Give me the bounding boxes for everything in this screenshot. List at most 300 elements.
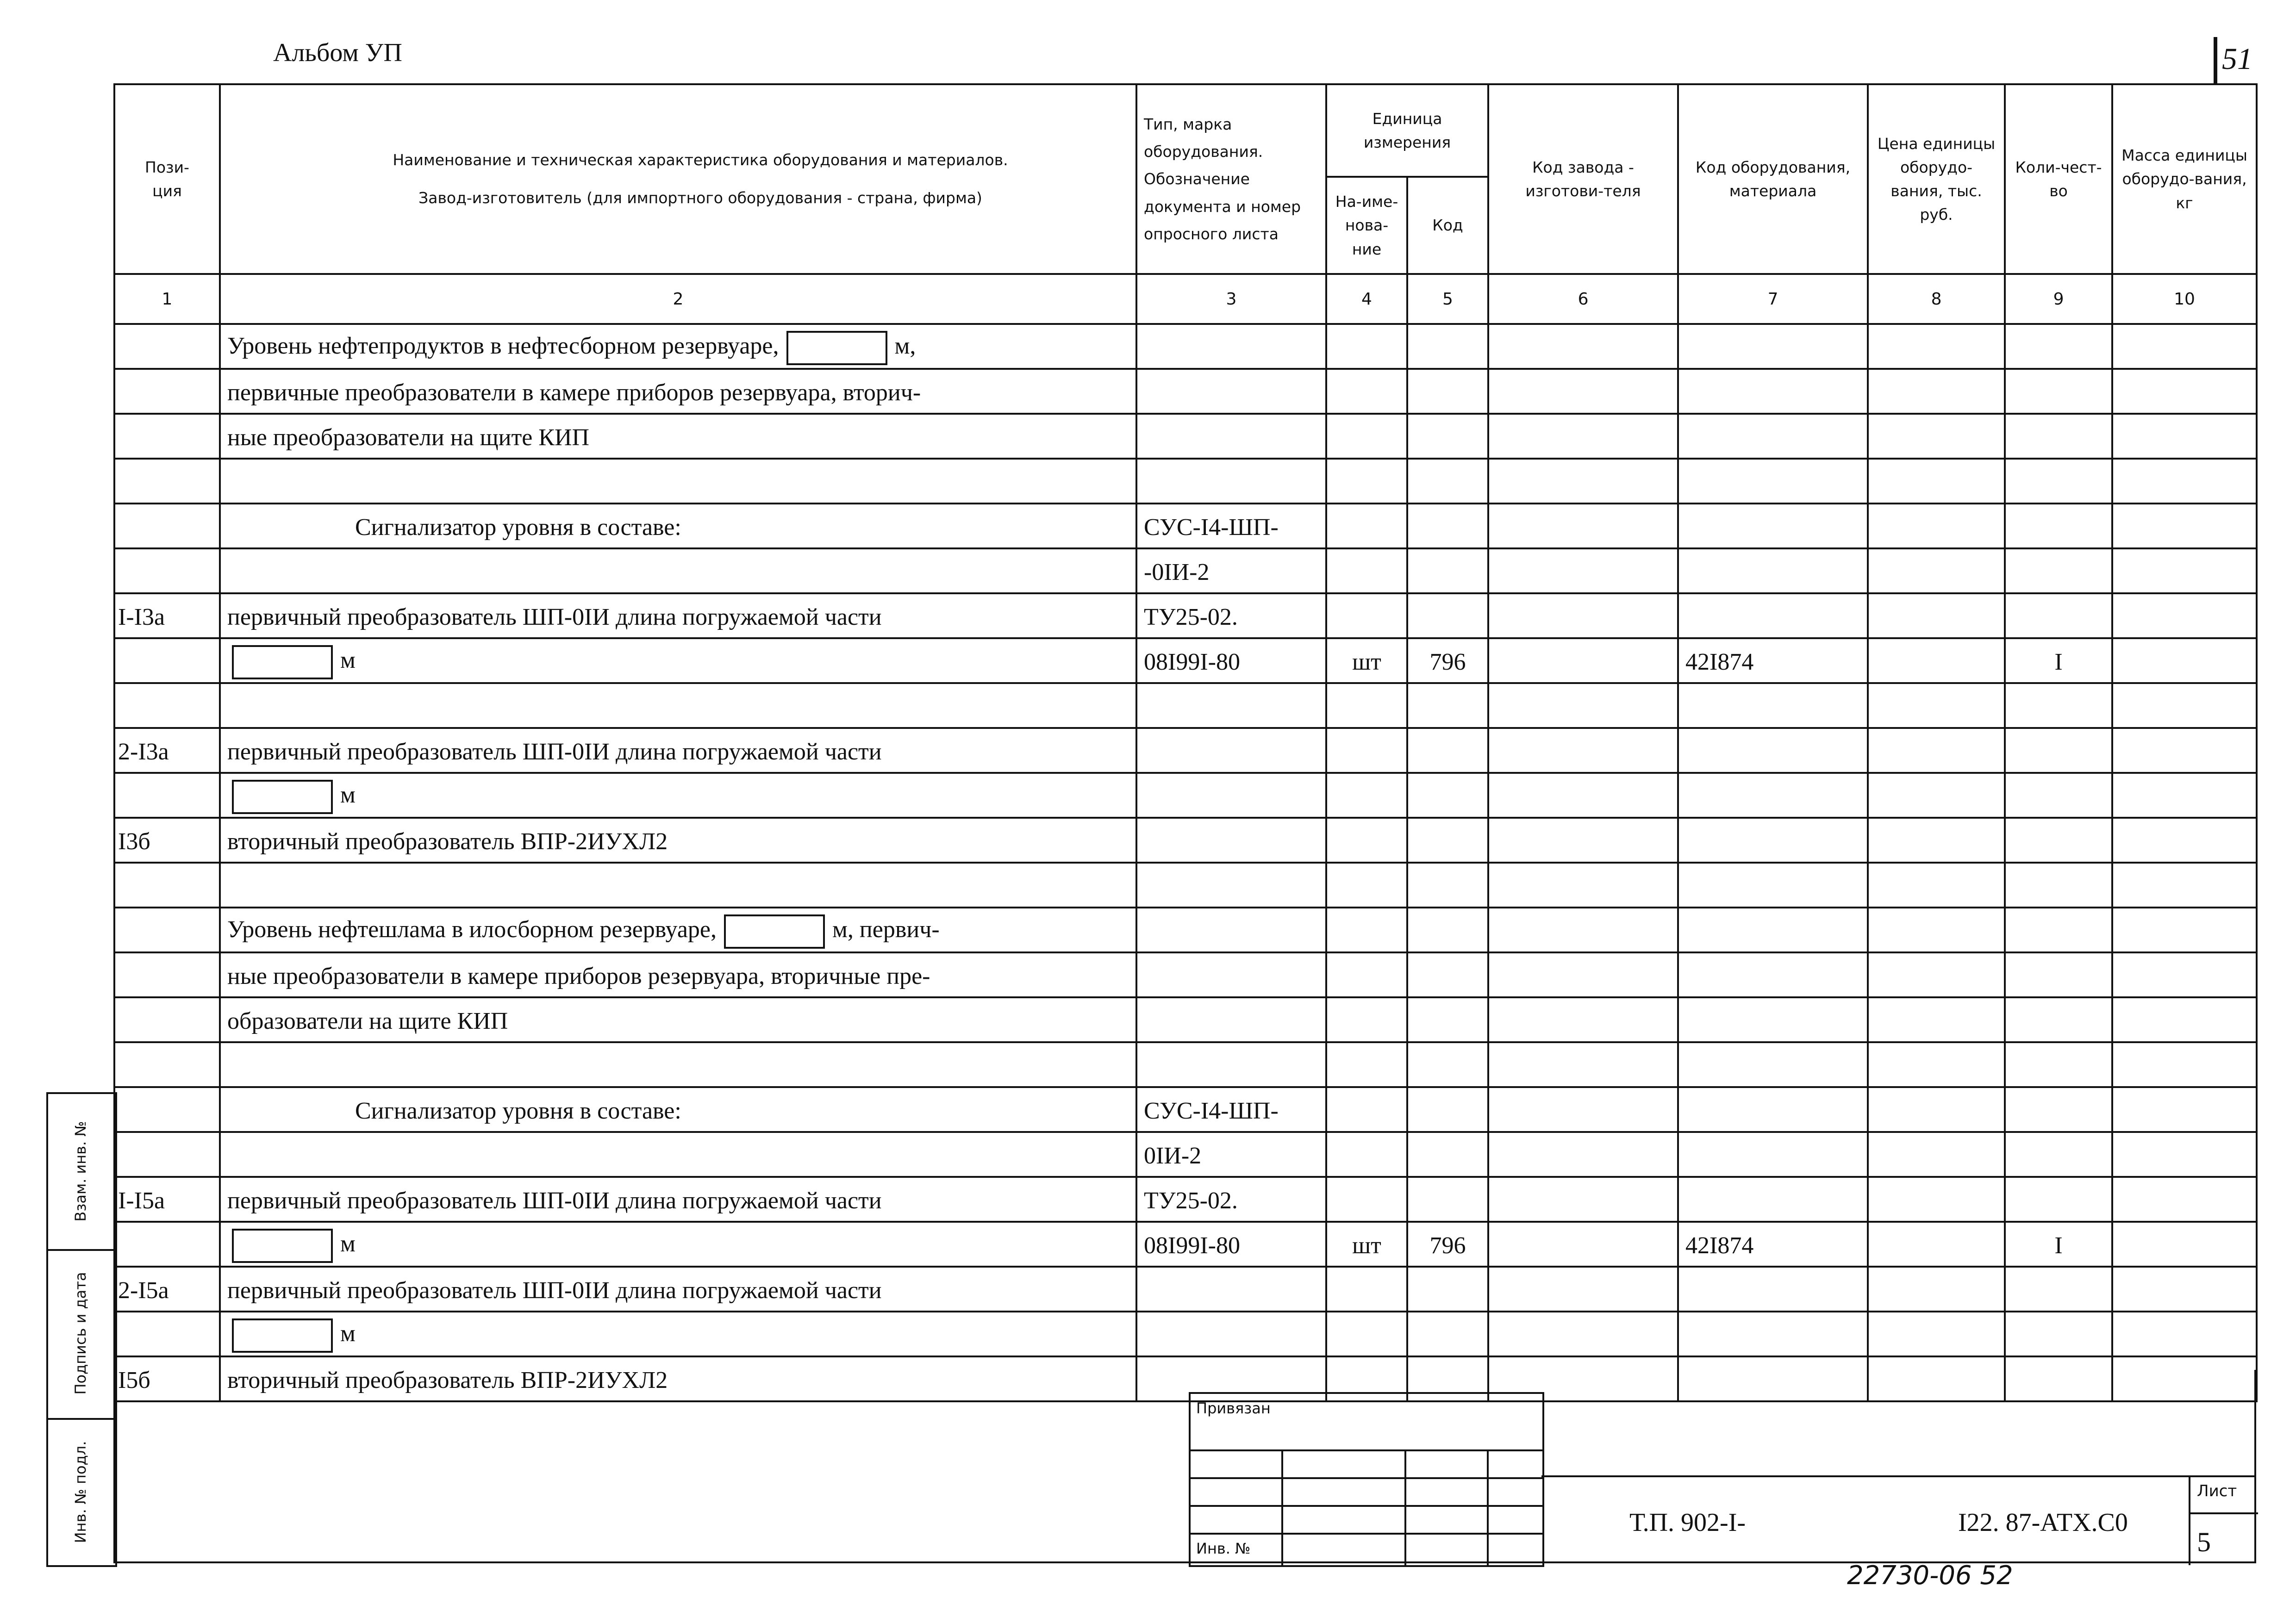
cell-mass: [2112, 952, 2257, 997]
cell-price: [1868, 952, 2005, 997]
cell-name: вторичный преобразователь ВПР-2ИУХЛ2: [220, 1356, 1136, 1401]
cell-unit: [1326, 548, 1407, 593]
cell-eq: [1678, 818, 1868, 863]
cell-pos: [114, 908, 220, 952]
cell-price: [1868, 1312, 2005, 1356]
cell-unit: [1326, 728, 1407, 773]
stamp-signature-date: Подпись и дата: [72, 1272, 89, 1395]
cell-pos: [114, 459, 220, 504]
cell-pos: [114, 683, 220, 728]
cell-type: [1136, 1042, 1326, 1087]
blank-value-box: [724, 914, 825, 949]
bound-inv-label: Инв. №: [1196, 1540, 1251, 1557]
cell-plant: [1488, 908, 1678, 952]
cell-name: ные преобразователи на щите КИП: [220, 414, 1136, 459]
row-text-unit: м: [340, 647, 356, 673]
cell-qty: [2005, 1042, 2112, 1087]
col-number: 6: [1488, 274, 1678, 324]
cell-unit: [1326, 414, 1407, 459]
table-row: [114, 324, 2257, 369]
col-header-price: Цена единицы оборудо-вания, тыс. руб.: [1868, 84, 2005, 274]
cell-code: [1407, 1132, 1488, 1177]
cell-name: первичный преобразователь ШП-0IИ длина погружаемой части: [220, 593, 1136, 638]
title-doc-number: Т.П. 902-I-: [1629, 1508, 1746, 1537]
cell-type: [1136, 459, 1326, 504]
cell-qty: [2005, 683, 2112, 728]
cell-qty: [2005, 818, 2112, 863]
cell-unit: [1326, 1087, 1407, 1132]
cell-code: [1407, 1177, 1488, 1222]
table-row: [114, 638, 2257, 683]
cell-unit: [1326, 459, 1407, 504]
table-row: [114, 997, 2257, 1042]
cell-name: вторичный преобразователь ВПР-2ИУХЛ2: [220, 818, 1136, 863]
row-text-unit: м: [340, 1230, 356, 1257]
cell-code: [1407, 1267, 1488, 1312]
cell-name: первичный преобразователь ШП-0IИ длина погружаемой части: [220, 1177, 1136, 1222]
cell-name: ные преобразователи в камере приборов резервуара, вторичные пре-: [220, 952, 1136, 997]
col-number: 5: [1407, 274, 1488, 324]
blank-value-box: [232, 645, 333, 679]
cell-type: [1136, 908, 1326, 952]
cell-unit: [1326, 952, 1407, 997]
cell-qty: [2005, 459, 2112, 504]
cell-eq: [1678, 683, 1868, 728]
cell-mass: [2112, 863, 2257, 908]
cell-name: первичные преобразователи в камере приборов резервуара, вторич-: [220, 369, 1136, 414]
cell-mass: [2112, 997, 2257, 1042]
cell-mass: [2112, 414, 2257, 459]
cell-plant: [1488, 1132, 1678, 1177]
cell-type: [1136, 997, 1326, 1042]
table-row: [114, 548, 2257, 593]
cell-qty: [2005, 1312, 2112, 1356]
cell-eq: [1678, 504, 1868, 548]
cell-unit: [1326, 324, 1407, 369]
cell-plant: [1488, 459, 1678, 504]
cell-qty: [2005, 997, 2112, 1042]
cell-pos: [114, 1132, 220, 1177]
table-row: [114, 908, 2257, 952]
cell-unit: [1326, 1267, 1407, 1312]
cell-name: образователи на щите КИП: [220, 997, 1136, 1042]
cell-pos: [114, 369, 220, 414]
cell-mass: [2112, 504, 2257, 548]
cell-pos: 2-I3а: [114, 728, 220, 773]
cell-plant: [1488, 1267, 1678, 1312]
cell-unit: [1326, 1042, 1407, 1087]
table-row: [114, 818, 2257, 863]
table-row: [114, 863, 2257, 908]
cell-pos: [114, 952, 220, 997]
cell-name: первичный преобразователь ШП-0IИ длина погружаемой части: [220, 728, 1136, 773]
table-row: [114, 773, 2257, 818]
cell-name: [220, 683, 1136, 728]
cell-pos: I5б: [114, 1356, 220, 1401]
col-header-unit-group: Единица измерения: [1326, 84, 1488, 177]
cell-eq: [1678, 728, 1868, 773]
cell-qty: [2005, 548, 2112, 593]
cell-unit: шт: [1326, 1222, 1407, 1267]
column-numbers-row: [114, 274, 2257, 324]
cell-eq: [1678, 369, 1868, 414]
cell-plant: [1488, 638, 1678, 683]
stamp-inv-original: Инв. № подл.: [72, 1441, 89, 1543]
cell-price: [1868, 728, 2005, 773]
cell-plant: [1488, 1087, 1678, 1132]
cell-unit: [1326, 863, 1407, 908]
table-row: [114, 593, 2257, 638]
cell-code: 796: [1407, 1222, 1488, 1267]
corner-divider: [2214, 37, 2217, 83]
cell-qty: [2005, 1267, 2112, 1312]
cell-plant: [1488, 728, 1678, 773]
cell-pos: [114, 1042, 220, 1087]
col-number: 10: [2112, 274, 2257, 324]
cell-plant: [1488, 997, 1678, 1042]
cell-pos: [114, 773, 220, 818]
cell-code: [1407, 1087, 1488, 1132]
col-number: 9: [2005, 274, 2112, 324]
col-number: 7: [1678, 274, 1868, 324]
cell-type: [1136, 683, 1326, 728]
cell-qty: [2005, 369, 2112, 414]
cell-mass: [2112, 773, 2257, 818]
cell-unit: шт: [1326, 638, 1407, 683]
cell-name: [220, 638, 1136, 683]
cell-type: 0IИ-2: [1136, 1132, 1326, 1177]
cell-unit: [1326, 683, 1407, 728]
cell-type: [1136, 952, 1326, 997]
col-number: 2: [220, 274, 1136, 324]
cell-price: [1868, 997, 2005, 1042]
cell-eq: [1678, 414, 1868, 459]
cell-name: [220, 1222, 1136, 1267]
cell-qty: [2005, 908, 2112, 952]
cell-price: [1868, 1222, 2005, 1267]
cell-eq: [1678, 1267, 1868, 1312]
cell-price: [1868, 1177, 2005, 1222]
cell-qty: [2005, 1087, 2112, 1132]
cell-name: [220, 1312, 1136, 1356]
cell-type: ТУ25-02.: [1136, 1177, 1326, 1222]
table-row: [114, 683, 2257, 728]
cell-plant: [1488, 683, 1678, 728]
table-row: [114, 414, 2257, 459]
cell-eq: [1678, 324, 1868, 369]
table-row: [114, 1222, 2257, 1267]
col-header-position: Пози- ция: [114, 84, 220, 274]
bound-block: [1189, 1392, 1544, 1567]
specification-table: [113, 83, 2258, 1402]
blank-value-box: [786, 331, 887, 365]
cell-pos: [114, 548, 220, 593]
table-row: [114, 459, 2257, 504]
cell-mass: [2112, 1222, 2257, 1267]
stamp-vzam-inv: Взам. инв. №: [72, 1121, 89, 1222]
cell-price: [1868, 593, 2005, 638]
cell-price: [1868, 324, 2005, 369]
cell-price: [1868, 459, 2005, 504]
cell-pos: [114, 638, 220, 683]
col-header-equipment-code: Код оборудования, материала: [1678, 84, 1868, 274]
col-number: 1: [114, 274, 220, 324]
cell-plant: [1488, 863, 1678, 908]
row-text-unit: м,: [894, 332, 916, 359]
cell-price: [1868, 683, 2005, 728]
cell-name: [220, 459, 1136, 504]
cell-pos: [114, 1222, 220, 1267]
cell-pos: 2-I5а: [114, 1267, 220, 1312]
cell-mass: [2112, 1267, 2257, 1312]
row-text-unit: м: [340, 1320, 356, 1347]
cell-code: [1407, 459, 1488, 504]
row-text-unit: м: [340, 781, 356, 808]
cell-mass: [2112, 1087, 2257, 1132]
cell-eq: [1678, 1356, 1868, 1401]
title-doc-code: I22. 87-АТХ.С0: [1958, 1508, 2128, 1537]
side-stamp: [46, 1092, 117, 1567]
cell-eq: [1678, 593, 1868, 638]
cell-type: [1136, 728, 1326, 773]
cell-plant: [1488, 369, 1678, 414]
col-header-quantity: Коли-чест-во: [2005, 84, 2112, 274]
cell-plant: [1488, 1177, 1678, 1222]
cell-price: [1868, 504, 2005, 548]
cell-qty: [2005, 593, 2112, 638]
sheet-label: Лист: [2197, 1482, 2237, 1500]
cell-pos: I3б: [114, 818, 220, 863]
cell-price: [1868, 908, 2005, 952]
cell-name: [220, 1042, 1136, 1087]
cell-name: [220, 324, 1136, 369]
cell-plant: [1488, 773, 1678, 818]
cell-qty: I: [2005, 1222, 2112, 1267]
row-text: Уровень нефтепродуктов в нефтесборном резервуаре,: [227, 332, 779, 359]
cell-eq: [1678, 1177, 1868, 1222]
cell-pos: [114, 997, 220, 1042]
cell-unit: [1326, 1132, 1407, 1177]
cell-type: [1136, 773, 1326, 818]
title-block: [1541, 1475, 2256, 1565]
cell-qty: [2005, 414, 2112, 459]
cell-plant: [1488, 548, 1678, 593]
cell-unit: [1326, 504, 1407, 548]
cell-qty: [2005, 863, 2112, 908]
col-header-unit-code: Код: [1407, 177, 1488, 274]
cell-eq: [1678, 1312, 1868, 1356]
cell-unit: [1326, 908, 1407, 952]
cell-name: [220, 863, 1136, 908]
cell-name: первичный преобразователь ШП-0IИ длина погружаемой части: [220, 1267, 1136, 1312]
cell-price: [1868, 1132, 2005, 1177]
cell-type: 08I99I-80: [1136, 1222, 1326, 1267]
table-row: [114, 369, 2257, 414]
cell-name: [220, 773, 1136, 818]
cell-unit: [1326, 773, 1407, 818]
cell-qty: [2005, 773, 2112, 818]
cell-qty: [2005, 1177, 2112, 1222]
table-row: [114, 1356, 2257, 1401]
table-row: [114, 1312, 2257, 1356]
cell-code: [1407, 952, 1488, 997]
cell-code: [1407, 997, 1488, 1042]
table-row: [114, 504, 2257, 548]
cell-type: [1136, 324, 1326, 369]
col-number: 8: [1868, 274, 2005, 324]
table-row: [114, 952, 2257, 997]
cell-mass: [2112, 1177, 2257, 1222]
cell-mass: [2112, 728, 2257, 773]
cell-code: [1407, 728, 1488, 773]
cell-qty: [2005, 504, 2112, 548]
cell-type: 08I99I-80: [1136, 638, 1326, 683]
blank-value-box: [232, 1229, 333, 1263]
cell-type: [1136, 1267, 1326, 1312]
cell-eq: [1678, 952, 1868, 997]
cell-mass: [2112, 459, 2257, 504]
cell-qty: [2005, 952, 2112, 997]
cell-code: [1407, 504, 1488, 548]
cell-pos: [114, 1087, 220, 1132]
col-header-name-line2: Завод-изготовитель (для импортного оборудования - страна, фирма): [418, 189, 982, 207]
col-header-mass: Масса единицы оборудо-вания, кг: [2112, 84, 2257, 274]
cell-type: [1136, 414, 1326, 459]
col-number: 3: [1136, 274, 1326, 324]
cell-price: [1868, 414, 2005, 459]
cell-mass: [2112, 908, 2257, 952]
cell-eq: [1678, 908, 1868, 952]
cell-code: [1407, 818, 1488, 863]
cell-price: [1868, 1087, 2005, 1132]
cell-eq: 42I874: [1678, 638, 1868, 683]
cell-code: [1407, 908, 1488, 952]
cell-name: [220, 908, 1136, 952]
cell-name: [220, 1132, 1136, 1177]
cell-code: 796: [1407, 638, 1488, 683]
cell-unit: [1326, 997, 1407, 1042]
cell-type: СУС-I4-ШП-: [1136, 1087, 1326, 1132]
cell-eq: [1678, 863, 1868, 908]
cell-unit: [1326, 1177, 1407, 1222]
cell-pos: [114, 863, 220, 908]
cell-mass: [2112, 1312, 2257, 1356]
cell-eq: [1678, 1087, 1868, 1132]
cell-plant: [1488, 818, 1678, 863]
col-header-plant-code: Код завода - изготови-теля: [1488, 84, 1678, 274]
cell-code: [1407, 683, 1488, 728]
cell-eq: [1678, 773, 1868, 818]
cell-price: [1868, 818, 2005, 863]
cell-pos: [114, 324, 220, 369]
footer-code: 22730-06 52: [1847, 1561, 2013, 1591]
cell-price: [1868, 369, 2005, 414]
cell-qty: [2005, 728, 2112, 773]
cell-plant: [1488, 593, 1678, 638]
cell-code: [1407, 593, 1488, 638]
cell-plant: [1488, 414, 1678, 459]
page-corner-number: 51: [2222, 42, 2252, 76]
cell-code: [1407, 369, 1488, 414]
cell-type: СУС-I4-ШП-: [1136, 504, 1326, 548]
table-row: [114, 1267, 2257, 1312]
col-header-unit-name: На-име-нова-ние: [1326, 177, 1407, 274]
cell-plant: [1488, 324, 1678, 369]
cell-plant: [1488, 1222, 1678, 1267]
cell-mass: [2112, 638, 2257, 683]
col-header-name: [220, 84, 1136, 274]
cell-price: [1868, 548, 2005, 593]
cell-qty: [2005, 1356, 2112, 1401]
cell-pos: [114, 504, 220, 548]
cell-unit: [1326, 593, 1407, 638]
sheet-number: 5: [2197, 1527, 2211, 1557]
col-number: 4: [1326, 274, 1407, 324]
table-row: [114, 728, 2257, 773]
cell-mass: [2112, 548, 2257, 593]
table-row: [114, 1132, 2257, 1177]
bound-label: Привязан: [1196, 1399, 1271, 1417]
cell-name: [220, 548, 1136, 593]
cell-pos: [114, 414, 220, 459]
cell-eq: [1678, 459, 1868, 504]
cell-code: [1407, 414, 1488, 459]
cell-unit: [1326, 369, 1407, 414]
cell-type: [1136, 1312, 1326, 1356]
cell-mass: [2112, 1356, 2257, 1401]
cell-code: [1407, 1042, 1488, 1087]
cell-eq: [1678, 1132, 1868, 1177]
cell-mass: [2112, 1042, 2257, 1087]
cell-mass: [2112, 369, 2257, 414]
cell-eq: [1678, 997, 1868, 1042]
cell-code: [1407, 773, 1488, 818]
cell-mass: [2112, 324, 2257, 369]
cell-plant: [1488, 952, 1678, 997]
cell-type: [1136, 369, 1326, 414]
cell-price: [1868, 638, 2005, 683]
cell-qty: [2005, 324, 2112, 369]
cell-type: ТУ25-02.: [1136, 593, 1326, 638]
cell-code: [1407, 324, 1488, 369]
cell-code: [1407, 863, 1488, 908]
col-header-name-line1: Наименование и техническая характеристика оборудования и материалов.: [393, 150, 1008, 169]
cell-mass: [2112, 683, 2257, 728]
cell-type: [1136, 818, 1326, 863]
cell-name: Сигнализатор уровня в составе:: [220, 1087, 1136, 1132]
cell-price: [1868, 1042, 2005, 1087]
cell-eq: [1678, 1042, 1868, 1087]
cell-name: Сигнализатор уровня в составе:: [220, 504, 1136, 548]
col-header-type: Тип, марка оборудования. Обозначение документа и номер опросного листа: [1136, 84, 1326, 274]
blank-value-box: [232, 1318, 333, 1353]
cell-price: [1868, 863, 2005, 908]
cell-unit: [1326, 1312, 1407, 1356]
table-row: [114, 1042, 2257, 1087]
row-text-unit: м, первич-: [832, 916, 940, 943]
cell-code: [1407, 548, 1488, 593]
cell-price: [1868, 1356, 2005, 1401]
cell-type: [1136, 863, 1326, 908]
cell-pos: I-I3а: [114, 593, 220, 638]
cell-mass: [2112, 593, 2257, 638]
cell-unit: [1326, 818, 1407, 863]
cell-plant: [1488, 1312, 1678, 1356]
cell-mass: [2112, 818, 2257, 863]
table-row: [114, 1177, 2257, 1222]
cell-eq: 42I874: [1678, 1222, 1868, 1267]
cell-type: -0IИ-2: [1136, 548, 1326, 593]
